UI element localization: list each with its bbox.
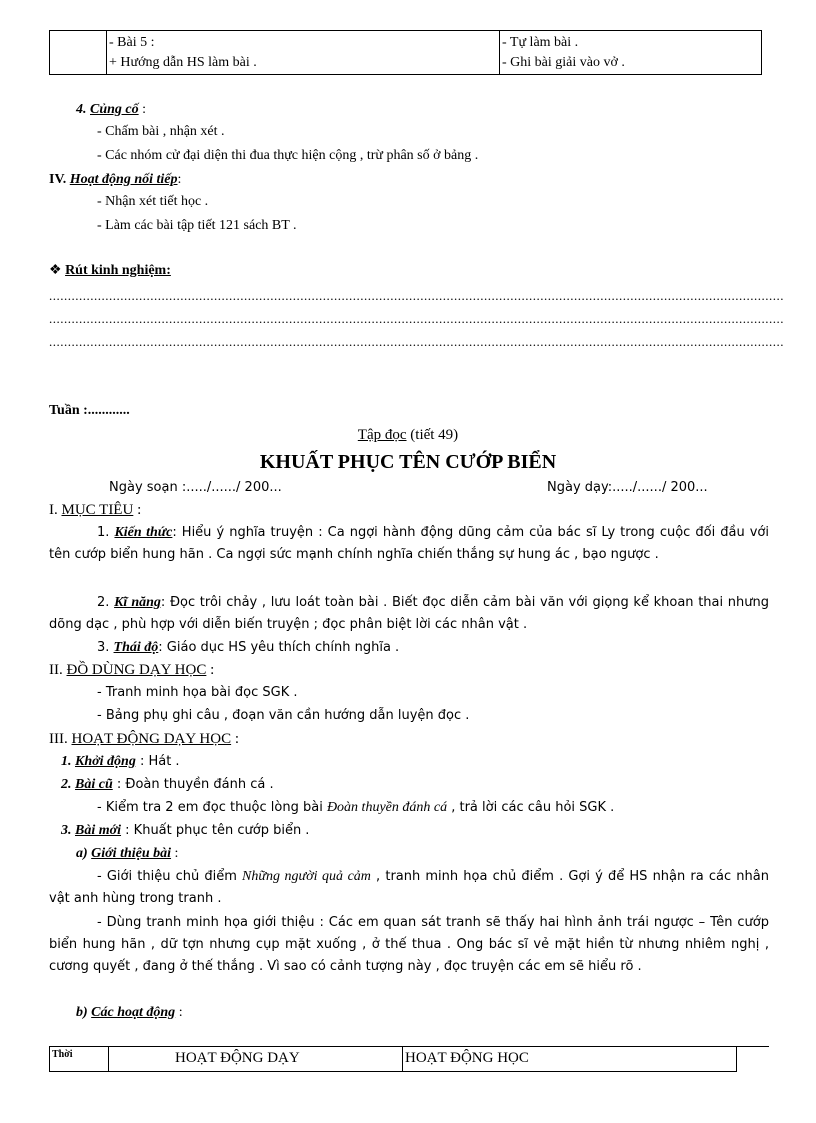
intro-heading: a) Giới thiệu bài : [76,846,179,861]
skills-paragraph: 2. Kĩ năng: Đọc trôi chảy , lưu loát toàn bài . Biết đọc diễn cảm bài văn với giọng kể khoan thai nhưng dõng dạc , phù hợp với diễn biến truyện ; đọc phân biệt lời các nhân vật . [49,595,769,632]
student-header: HOẠT ĐỘNG HỌC [405,1050,529,1066]
teacher-line: + Hướng dẫn HS làm bài . [109,55,257,70]
teacher-column [107,31,500,74]
attitude-line: 3. Thái độ: Giáo dục HS yêu thích chính nghĩa . [97,640,400,655]
list-item: - Các nhóm cử đại diện thi đua thực hiện cộng , trừ phân số ở bảng . [97,148,479,163]
teacher-header: HOẠT ĐỘNG DẠY [109,1047,403,1071]
teacher-line: - Bài 5 : [109,35,155,50]
teach-date: Ngày dạy:...../....../ 200... [547,480,708,495]
dotted-line: .................................................................................................................................................................................................... [49,334,784,349]
lesson-title: KHUẤT PHỤC TÊN CƯỚP BIỂN [259,451,557,473]
section-iv-heading: IV. Hoạt động nối tiếp: [49,172,182,187]
activity-table-header [49,1046,737,1072]
prep-date: Ngày soạn :...../....../ 200... [109,480,282,495]
activities-heading: III. HOẠT ĐỘNG DẠY HỌC : [49,731,240,747]
objectives-heading: I. MỤC TIÊU : [49,502,142,518]
warmup-line: 1. Khởi động : Hát . [61,754,180,769]
old-lesson-check: - Kiểm tra 2 em đọc thuộc lòng bài Đoàn thuyền đánh cá , trả lời các câu hỏi SGK . [97,800,615,815]
lesson-subject: Tập đọc (tiết 49) [357,427,459,443]
time-header: Thời [50,1047,109,1071]
materials-heading: II. ĐỒ DÙNG DẠY HỌC : [49,662,215,678]
list-item: - Chấm bài , nhận xét . [97,124,225,139]
activities-subheading: b) Các hoạt động : [76,1005,183,1020]
new-lesson-line: 3. Bài mới : Khuất phục tên cướp biển . [61,823,310,838]
section-iv-title: Hoạt động nối tiếp [69,172,178,187]
dotted-line: .................................................................................................................................................................................................... [49,288,784,303]
table-rule [737,1046,769,1047]
list-item: - Bảng phụ ghi câu , đoạn văn cần hướng dẫn luyện đọc . [97,708,470,723]
list-item: - Tranh minh họa bài đọc SGK . [97,685,298,700]
section-4-title: Củng cố [90,102,139,117]
diamond-bullet-icon: ❖ [49,263,62,278]
list-item: - Nhận xét tiết học . [97,194,209,209]
week-label: Tuần :............ [49,403,130,418]
student-line: - Tự làm bài . [502,35,579,50]
knowledge-paragraph: 1. Kiến thức: Hiểu ý nghĩa truyện : Ca ngợi hành động dũng cảm của bác sĩ Ly trong cuộc đối đầu với tên cướp biển hung hãn . Ca ngợi sức mạnh chính nghĩa chiến thắng sự hung ác , bạo ngược . [49,525,769,562]
dotted-line: .................................................................................................................................................................................................... [49,311,784,326]
section-4-heading: 4. Củng cố : [76,102,147,117]
top-activity-table [49,30,762,75]
student-column [500,31,761,74]
old-lesson-line: 2. Bài cũ : Đoàn thuyền đánh cá . [61,777,274,792]
intro-paragraph-2: - Dùng tranh minh họa giới thiệu : Các em quan sát tranh sẽ thấy hai hình ảnh trái ngược – Tên cướp biển hung hãn , dữ tợn nhưng cụp mặt xuống , ở thế thua . Ong bác sĩ vẻ mặt hiền từ nhưng nhiêm nghị , cương quyết , đang ở thế thắng . Vì sao có cảnh tượng này , đọc truyện các em sẽ hiểu rõ . [49,915,769,974]
intro-paragraph-1: - Giới thiệu chủ điểm Những người quả cảm , tranh minh họa chủ điểm . Gợi ý để HS nhận ra các nhân vật anh hùng trong tranh . [49,869,769,906]
experience-heading: ❖ Rút kinh nghiệm: [49,263,171,278]
list-item: - Làm các bài tập tiết 121 sách BT . [97,218,297,233]
time-column [50,31,107,74]
student-line: - Ghi bài giải vào vở . [502,55,625,70]
